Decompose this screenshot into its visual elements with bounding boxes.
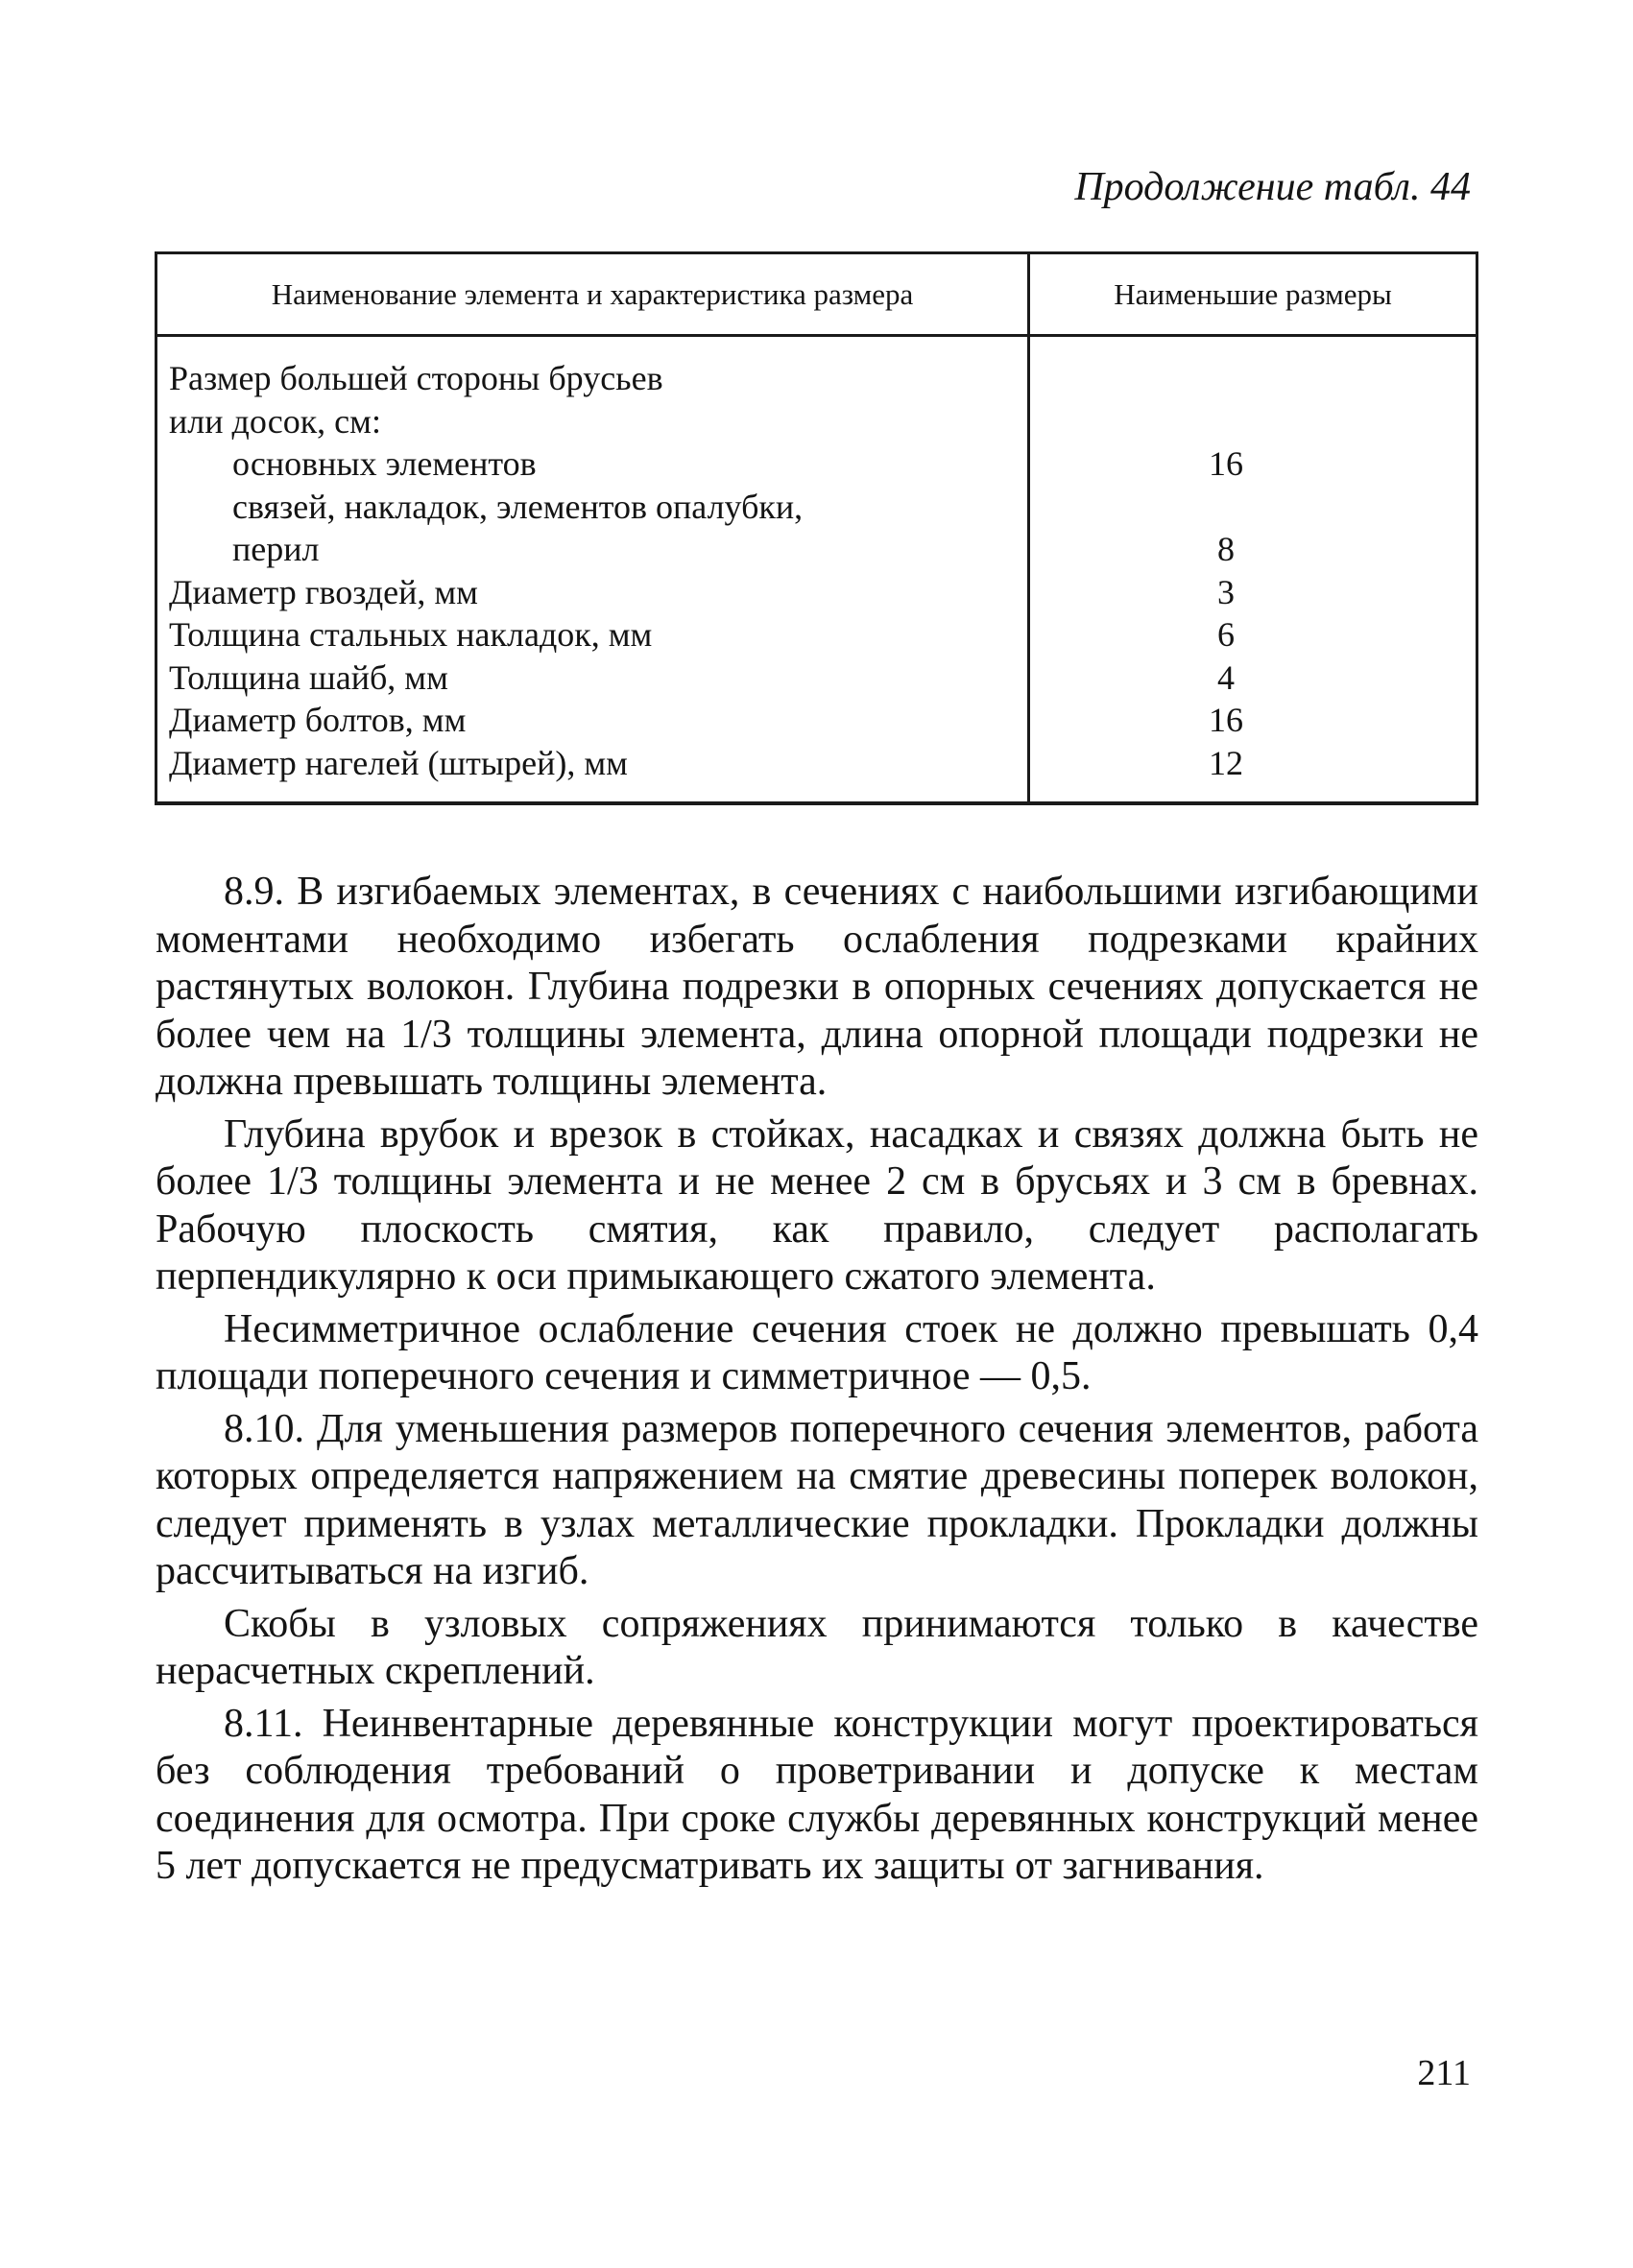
row-label: перил	[232, 530, 320, 568]
row-value: 6	[1217, 615, 1235, 654]
table-row	[157, 528, 1476, 571]
table-row	[157, 486, 1476, 529]
paragraph-asymmetric-weakening: Несимметричное ослабление сечения стоек не должно превышать 0,4 площади поперечного сечения и симметричное — 0,5.	[156, 1306, 1478, 1398]
body-text	[156, 869, 1478, 1896]
dimensions-table	[155, 251, 1478, 805]
table-row	[157, 742, 1476, 785]
table-header-element: Наименование элемента и характеристика размера	[271, 276, 914, 311]
row-value: 12	[1209, 743, 1243, 782]
row-label: или досок, см:	[169, 401, 381, 441]
paragraph-staples: Скобы в узловых сопряжениях принимаются только в качестве нерасчетных скреплений.	[156, 1601, 1478, 1693]
table-header-min-size: Наименьшие размеры	[1114, 276, 1392, 311]
row-value: 8	[1217, 530, 1235, 568]
row-label: основных элементов	[232, 444, 537, 483]
table-row	[157, 657, 1476, 700]
table-row	[157, 699, 1476, 742]
paragraph-8-10: 8.10. Для уменьшения размеров поперечного сечения элементов, работа которых определяется напряжением на смятие древесины поперек волокон, следует применять в узлах металлические прокладки. Прокладки должны рассчитываться на изгиб.	[156, 1406, 1478, 1593]
row-label: Диаметр гвоздей, мм	[169, 572, 478, 611]
table-row	[157, 571, 1476, 614]
paragraph-8-9: 8.9. В изгибаемых элементах, в сечениях с наибольшими изгибающими моментами необходимо избегать ослабления подрезками крайних растянутых волокон. Глубина подрезки в опорных сечениях допускается не более чем на 1/3 толщины элемента, длина опорной площади подрезки не должна превышать толщины элемента.	[156, 870, 1478, 1104]
table-row	[157, 613, 1476, 657]
table-continuation-caption: Продолжение табл. 44	[1074, 165, 1471, 209]
row-label: Размер большей стороны брусьев	[169, 359, 663, 397]
table-header-divider	[157, 334, 1476, 337]
row-label: Диаметр нагелей (штырей), мм	[169, 743, 628, 782]
row-label: Толщина стальных накладок, мм	[169, 615, 653, 654]
table-row	[157, 442, 1476, 486]
paragraph-8-11: 8.11. Неинвентарные деревянные конструкции могут проектироваться без соблюдения требований о проветривании и допуске к местам соединения для осмотра. При сроке службы деревянных конструкций менее 5 лет допускается не предусматривать их защиты от загнивания.	[156, 1701, 1478, 1888]
table-body	[157, 357, 1476, 784]
row-value: 16	[1209, 444, 1243, 483]
row-value: 4	[1217, 657, 1235, 697]
row-label: Диаметр болтов, мм	[169, 701, 467, 739]
table-row	[157, 400, 1476, 443]
row-label: связей, накладок, элементов опалубки,	[232, 487, 804, 526]
page-number: 211	[1417, 2053, 1471, 2093]
row-label: Толщина шайб, мм	[169, 657, 448, 697]
table-row	[157, 357, 1476, 400]
paragraph-notch-depth: Глубина врубок и врезок в стойках, насадках и связях должна быть не более 1/3 толщины элемента и не менее 2 см в брусьях и 3 см в бревнах. Рабочую плоскость смятия, как правило, следует располагать перпендикулярно к оси примыкающего сжатого элемента.	[156, 1111, 1478, 1299]
row-value: 3	[1217, 572, 1235, 611]
row-value: 16	[1209, 701, 1243, 739]
